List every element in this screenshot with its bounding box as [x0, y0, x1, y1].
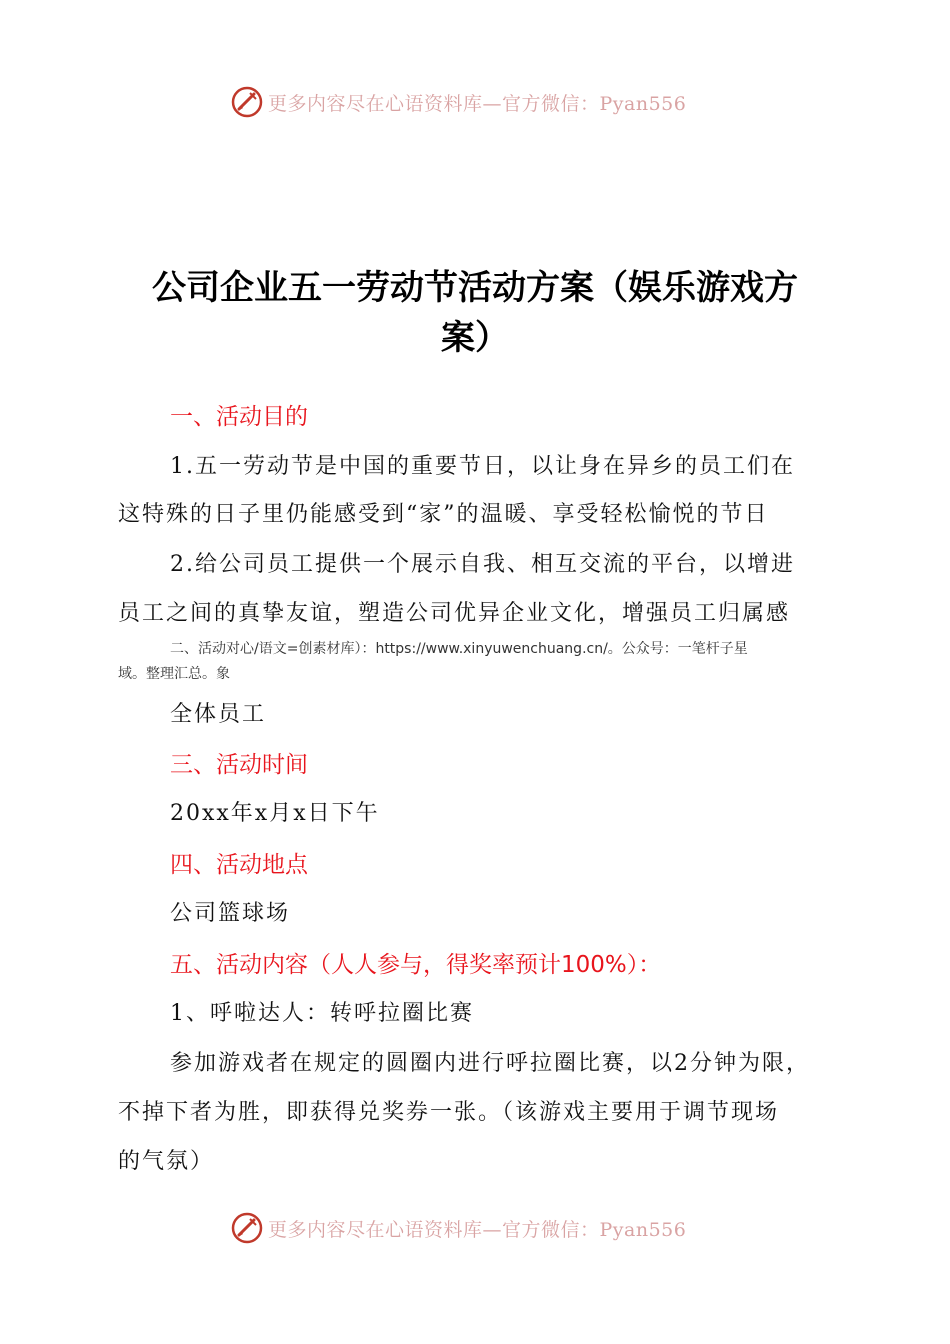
- paragraph-line: 不掉下者为胜，即获得兑奖券一张。（该游戏主要用于调节现场: [118, 1100, 780, 1125]
- paragraph-line: 参加游戏者在规定的圆圈内进行呼拉圈比赛，以2分钟为限，: [170, 1051, 810, 1076]
- paragraph-line: 1.五一劳动节是中国的重要节日，以让身在异乡的员工们在: [170, 454, 795, 479]
- document-title-line2: 案）: [441, 318, 509, 358]
- time-text: 20xx年x月x日下午: [170, 801, 380, 826]
- source-note-line2: 域。整理汇总。象: [118, 666, 230, 682]
- paragraph-line: 的气氛）: [118, 1149, 215, 1174]
- activity-item: 1、呼啦达人：转呼拉圈比赛: [170, 1001, 474, 1026]
- section-heading-purpose: 一、活动目的: [170, 404, 308, 430]
- document-title-line1: 公司企业五一劳动节活动方案（娱乐游戏方: [152, 268, 798, 308]
- footer-banner: [230, 1208, 686, 1248]
- paragraph-line: 员工之间的真挚友谊，塑造公司优异企业文化，增强员工归属感: [118, 601, 791, 626]
- participants-text: 全体员工: [170, 702, 267, 727]
- paragraph-line: 2.给公司员工提供一个展示自我、相互交流的平台，以增进: [170, 552, 795, 577]
- section-heading-content: 五、活动内容（人人参与，得奖率预计100%）：: [170, 952, 662, 978]
- pen-logo-icon: [230, 1211, 264, 1245]
- header-banner: [230, 82, 686, 122]
- section-heading-time: 三、活动时间: [170, 752, 308, 778]
- location-text: 公司篮球场: [170, 901, 291, 926]
- pen-logo-icon: [230, 85, 264, 119]
- banner-text: 更多内容尽在心语资料库—官方微信：Pyan556: [268, 1218, 687, 1241]
- section-heading-location: 四、活动地点: [170, 852, 308, 878]
- source-note-line1: 二、活动对心/语文=创素材库）：https://www.xinyuwenchuang.cn/。公众号：一笔杆子星: [170, 641, 748, 657]
- paragraph-line: 这特殊的日子里仍能感受到“家”的温暖、享受轻松愉悦的节日: [118, 502, 769, 527]
- banner-text: 更多内容尽在心语资料库—官方微信：Pyan556: [268, 92, 687, 115]
